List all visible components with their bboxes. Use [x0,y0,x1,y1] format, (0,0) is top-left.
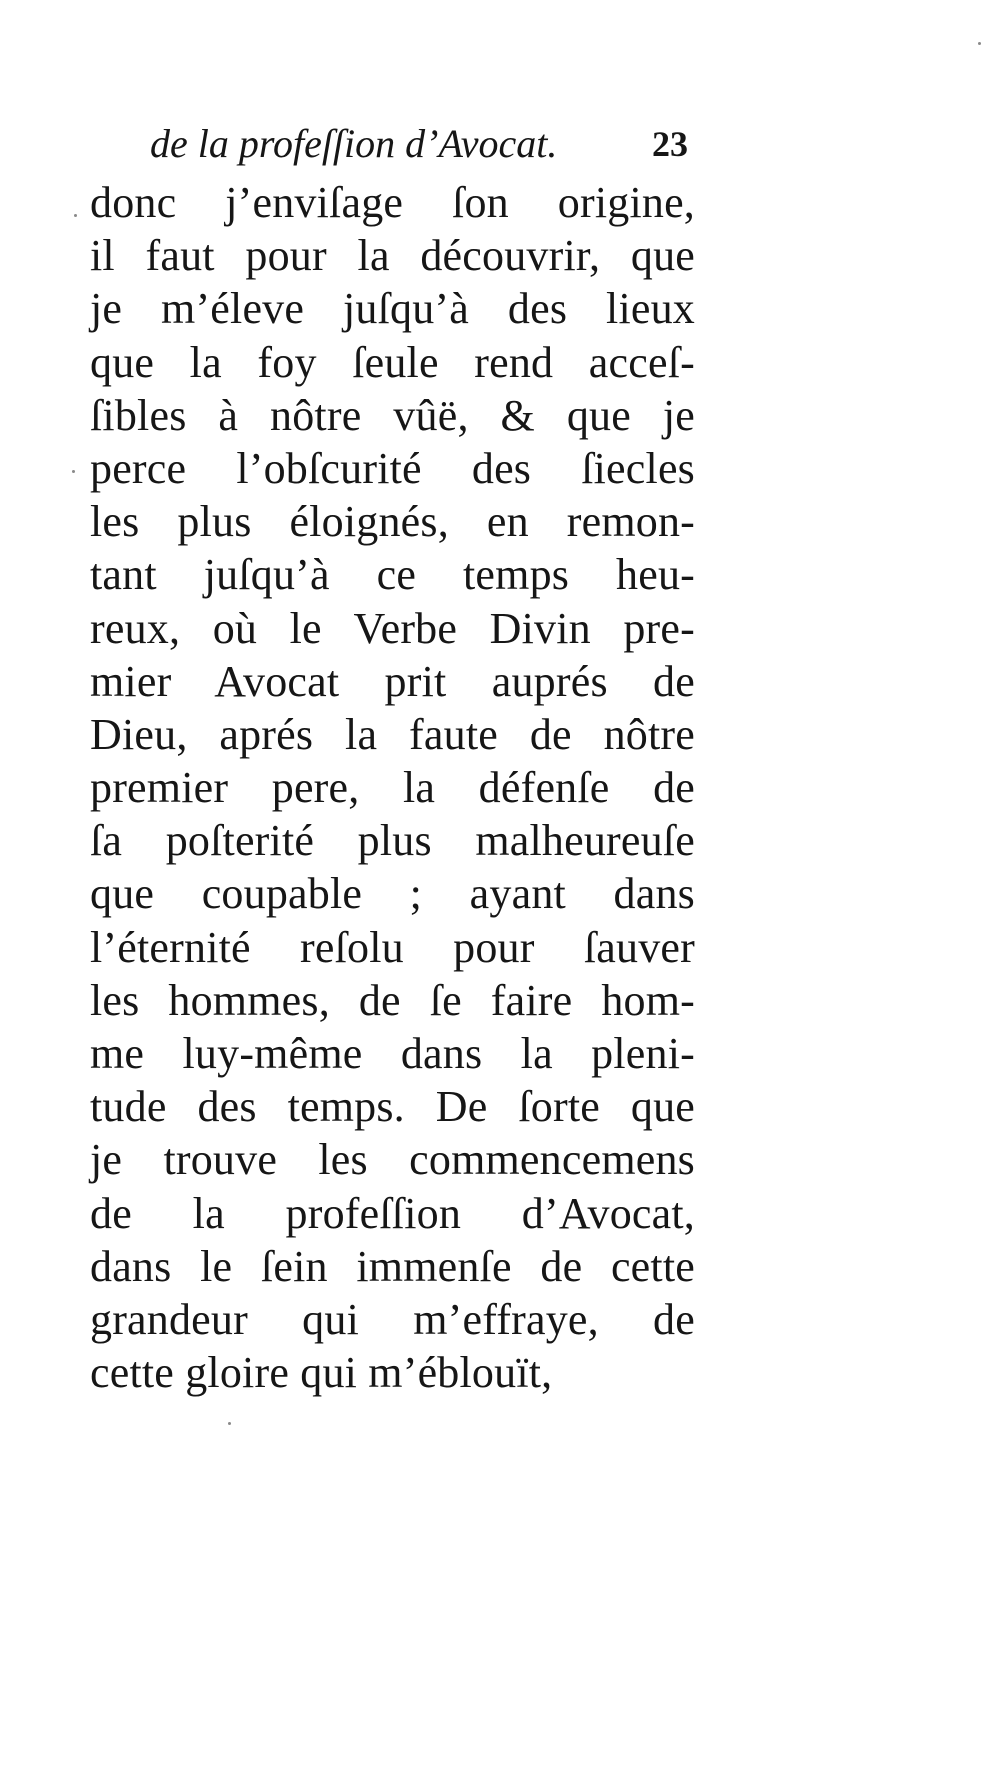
text-line: Dieu, aprés la faute de nôtre [90,709,695,759]
scan-speck [978,42,981,45]
text-line: l’éternité reſolu pour ſauver [90,922,695,972]
scan-speck [72,470,75,473]
text-line: que coupable ; ayant dans [90,869,695,919]
text-line: me luy-même dans la pleni- [90,1029,695,1078]
text-line: je m’éleve juſqu’à des lieux [90,284,695,334]
text-line: dans le ſein immenſe de cette [90,1241,695,1291]
body-text [90,176,695,1399]
page-number: 23 [652,124,688,164]
scan-speck [74,214,77,217]
text-line: cette gloire qui m’éblouït, [90,1348,553,1398]
text-line: perce l’obſcurité des ſiecles [90,443,695,493]
running-head: de la profeſſion d’Avocat. [150,121,558,166]
text-line: tude des temps. De ſorte que [90,1082,695,1132]
scan-speck [228,1422,231,1425]
text-line: il faut pour la découvrir, que [90,231,695,281]
text-line: tant juſqu’à ce temps heu- [90,550,695,600]
text-line: reux, où le Verbe Divin pre- [90,603,695,653]
text-line: que la foy ſeule rend acceſ- [90,337,695,387]
text-line: grandeur qui m’effraye, de [90,1294,695,1344]
text-line: de la profeſſion d’Avocat, [90,1188,695,1238]
text-line: premier pere, la défenſe de [90,763,695,813]
text-line: donc j’enviſage ſon origine, [90,178,695,227]
text-line: ſa poſterité plus malheureuſe [90,816,695,866]
text-line: les hommes, de ſe faire hom- [90,975,695,1025]
text-line: ſibles à nôtre vûë, & que je [90,390,695,440]
text-line: je trouve les commencemens [90,1135,695,1185]
text-line: mier Avocat prit auprés de [90,656,695,706]
text-line: les plus éloignés, en remon- [90,497,695,547]
